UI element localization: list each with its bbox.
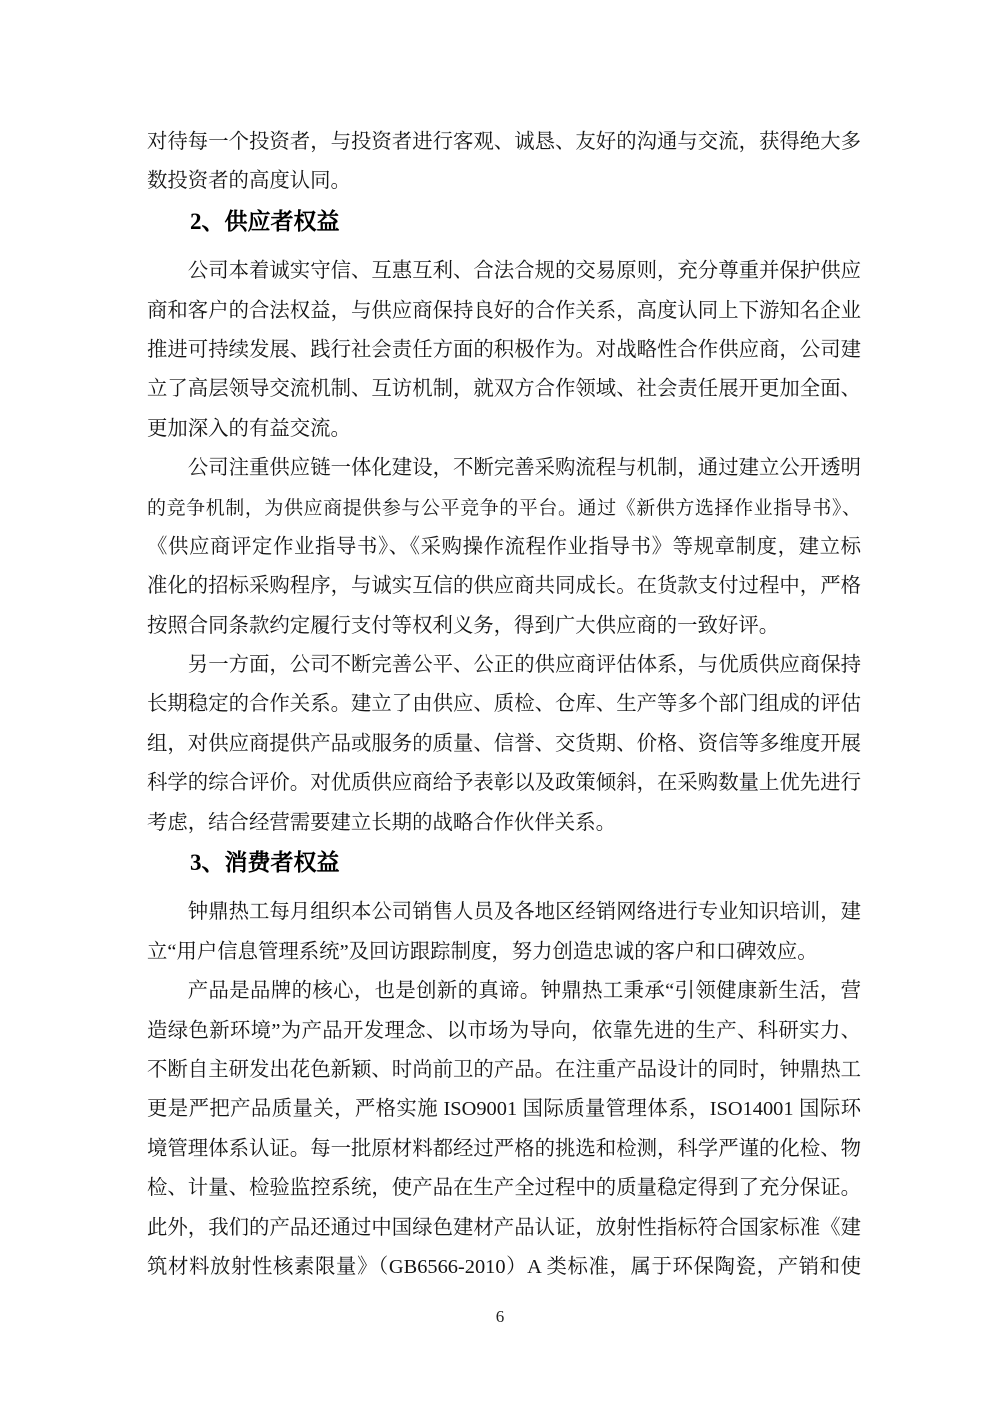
page-body-text bbox=[147, 123, 861, 1287]
text-line: 境管理体系认证。每一批原材料都经过严格的挑选和检测，科学严谨的化检、物 bbox=[147, 1137, 861, 1160]
text-line: 公司本着诚实守信、互惠互利、合法合规的交易原则，充分尊重并保护供应 bbox=[187, 260, 861, 283]
text-line: 检、计量、检验监控系统，使产品在生产全过程中的质量稳定得到了充分保证。 bbox=[147, 1177, 861, 1200]
text-line: 造绿色新环境”为产品开发理念、以市场为导向，依靠先进的生产、科研实力、 bbox=[147, 1019, 861, 1042]
text-line: 立“用户信息管理系统”及回访跟踪制度，努力创造忠诚的客户和口碑效应。 bbox=[147, 940, 818, 963]
text-line: 考虑，结合经营需要建立长期的战略合作伙伴关系。 bbox=[147, 811, 616, 834]
text-line: 筑材料放射性核素限量》（GB6566-2010）A 类标准，属于环保陶瓷，产销和使 bbox=[147, 1255, 861, 1278]
text-line: 长期稳定的合作关系。建立了由供应、质检、仓库、生产等多个部门组成的评估 bbox=[147, 693, 861, 716]
text-line: 更加深入的有益交流。 bbox=[147, 417, 351, 440]
text-line: 的竞争机制，为供应商提供参与公平竞争的平台。通过《新供方选择作业指导书》、 bbox=[147, 497, 861, 519]
text-line: 另一方面，公司不断完善公平、公正的供应商评估体系，与优质供应商保持 bbox=[187, 654, 861, 677]
text-line: 数投资者的高度认同。 bbox=[147, 170, 351, 193]
text-line: 公司注重供应链一体化建设，不断完善采购流程与机制，通过建立公开透明 bbox=[187, 457, 861, 480]
page-number: 6 bbox=[495, 1307, 505, 1326]
text-line: 按照合同条款约定履行支付等权利义务，得到广大供应商的一致好评。 bbox=[147, 614, 780, 637]
text-line: 钟鼎热工每月组织本公司销售人员及各地区经销网络进行专业知识培训，建 bbox=[187, 901, 861, 924]
text-line: 科学的综合评价。对优质供应商给予表彰以及政策倾斜，在采购数量上优先进行 bbox=[147, 772, 861, 795]
text-line: 不断自主研发出花色新颖、时尚前卫的产品。在注重产品设计的同时，钟鼎热工 bbox=[147, 1058, 861, 1081]
section-heading-suppliers: 2、供应者权益 bbox=[190, 208, 340, 234]
text-line: 商和客户的合法权益，与供应商保持良好的合作关系，高度认同上下游知名企业 bbox=[147, 299, 861, 322]
text-line: 产品是品牌的核心，也是创新的真谛。钟鼎热工秉承“引领健康新生活，营 bbox=[187, 980, 861, 1003]
text-line: 《供应商评定作业指导书》、《采购操作流程作业指导书》等规章制度，建立标 bbox=[147, 535, 861, 558]
section-heading-consumers: 3、消费者权益 bbox=[190, 850, 340, 876]
text-line: 组，对供应商提供产品或服务的质量、信誉、交货期、价格、资信等多维度开展 bbox=[147, 732, 861, 755]
text-line: 对待每一个投资者，与投资者进行客观、诚恳、友好的沟通与交流，获得绝大多 bbox=[147, 131, 861, 153]
text-line: 立了高层领导交流机制、互访机制，就双方合作领域、社会责任展开更加全面、 bbox=[147, 378, 861, 401]
text-line: 更是严把产品质量关，严格实施 ISO9001 国际质量管理体系，ISO14001 国际环 bbox=[147, 1098, 861, 1121]
text-line: 此外，我们的产品还通过中国绿色建材产品认证，放射性指标符合国家标准《建 bbox=[147, 1216, 861, 1239]
text-line: 准化的招标采购程序，与诚实互信的供应商共同成长。在货款支付过程中，严格 bbox=[147, 575, 861, 598]
text-line: 推进可持续发展、践行社会责任方面的积极作为。对战略性合作供应商，公司建 bbox=[147, 338, 861, 361]
